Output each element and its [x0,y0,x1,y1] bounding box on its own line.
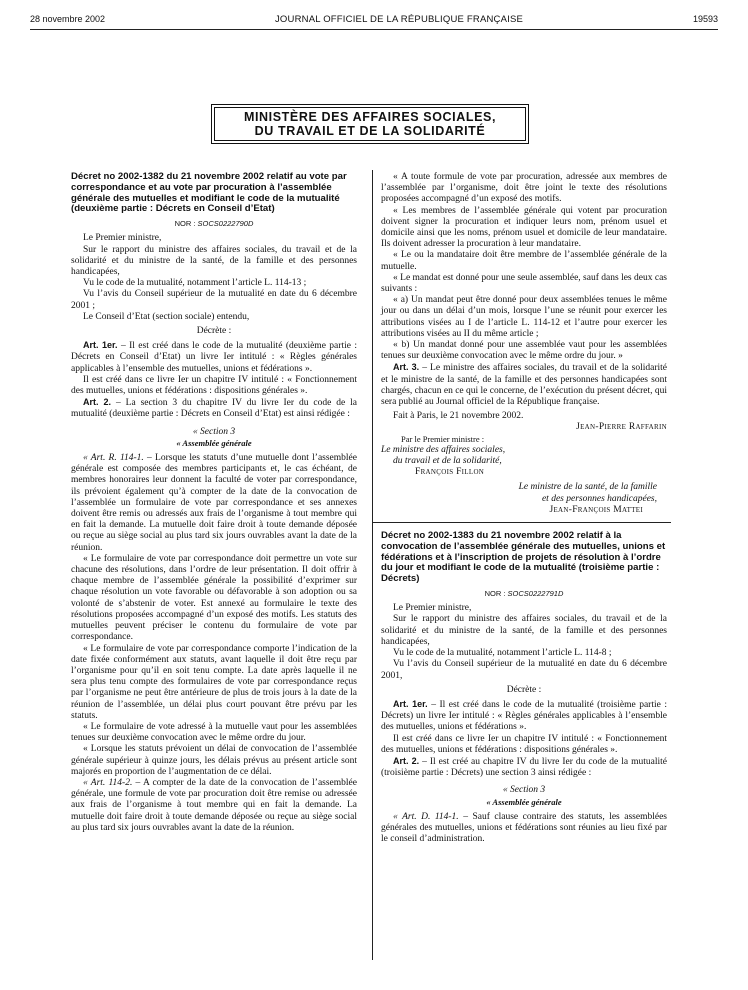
column-divider [372,170,373,960]
decree1-art1 [71,340,357,375]
decree2-art1-label: Art. 1er. [393,698,428,709]
decree2-art2-text: – Il est créé au chapitre IV du livre Ier du code de la mutualité (troisième partie : Décrets) une section 3 ainsi rédigée : [381,756,668,779]
decree1-formulaire-vote: « Le formulaire de vote par correspondance doit permettre un vote sur chacune des résolutions, dans l’ordre de leur présentation. Il doit offrir à chaque membre de l’assemblée générale la possibilité d’exprimer sur chaque résolution un vote favorable ou défavorable à son adoption ou sa volonté de s’abstenir de voter. Est annexé au formulaire le texte des résolutions proposées accompagné d’un exposé des motifs. Les statuts des mutuelles peuvent préciser le contenu du formulaire de vote par correspondance. [71,553,357,643]
decree1-nor-label: NOR : [174,219,198,229]
decree2-subsection-heading: « Assemblée générale [486,796,562,807]
decree1-art3 [381,362,667,408]
decree1-decrete: Décrète : [196,326,232,337]
decree2-vu-avis: Vu l’avis du Conseil supérieur de la mutualité en date du 6 décembre 2001, [381,659,667,681]
decree2-art2 [381,756,667,779]
header-rule [30,29,718,30]
decree1-art-r114-1-text: – Lorsque les statuts d’une mutuelle dont l’assemblée générale est composée des membres participants et, le cas échéant, de membres honoraires leur donnent la faculté de voter par correspondance, ils prévoient également qu’à compter de la date de la convocation de l’assemblée un formulaire de vote par correspondance et ses annexes doivent être remis ou adressés aux frais de l’organisme à tout membre qui en fait la demande. La mutuelle doit faire droit à toute demande déposée ou reçue au siège social au plus tard six jours ouvrables avant la date de la réunion. [71,453,357,553]
decree2-art1 [381,699,667,734]
decree1-minister2-line2: et des personnes handicapées, [541,493,657,504]
decree2-vu-code: Vu le code de la mutualité, notamment l’article L. 114-8 ; [393,648,612,659]
decree1-vu-code: Vu le code de la mutualité, notamment l’article L. 114-13 ; [83,278,307,289]
decree1-art3-text: – Le ministre des affaires sociales, du travail et de la solidarité et le ministre de la santé, de la famille et des personnes handicapées sont chargés, chacun en ce qui le concerne, de l’exécution du présent décret, qui sera publié au Journal officiel de la République française. [381,363,668,408]
decree1-procuration-signature: « Les membres de l’assemblée générale qui votent par procuration doivent signer la procuration et indiquer leurs nom, prénom usuel et domicile ainsi que les noms, prénom usuel et domicile de leur mandataire. Ils doivent adresser la procuration à leur mandataire. [381,205,667,250]
decree2-rapport: Sur le rapport du ministre des affaires sociales, du travail et de la solidarité et du ministre de la santé, de la famille et des personnes handicapées, [381,614,667,647]
ministry-box-inner [214,107,526,141]
decree1-par-pm: Par le Premier ministre : [401,433,485,444]
ministry-box [211,104,529,144]
journal-title: JOURNAL OFFICIEL DE LA RÉPUBLIQUE FRANÇAISE [274,13,524,25]
issue-date: 28 novembre 2002 [30,14,106,24]
decree2-premier-ministre: Le Premier ministre, [393,603,472,614]
decree1-signer-pm: Jean-Pierre Raffarin [576,422,667,433]
left-column [71,172,357,834]
decree1-art-r114-1 [71,453,357,554]
decree2-nor-label: NOR : [484,589,508,599]
decree1-mandat-b: « b) Un mandat donné pour une assemblée vaut pour les assemblées tenues sur deuxième convocation avec le même ordre du jour. » [381,340,667,362]
decree1-minister1-line2: du travail et de la solidarité, [393,456,502,467]
decree1-art1-label: Art. 1er. [83,340,118,351]
decree1-section-heading: « Section 3 [192,426,236,437]
decree1-mandat: « Le mandat est donné pour une seule assemblée, sauf dans les deux cas suivants : [381,272,667,295]
decree1-art1-text: – Il est créé dans le code de la mutualité (deuxième partie : Décrets en Conseil d’Etat) un livre Ier intitulé : « Règles générales applicables à l’ensemble des mutuelles, unions et fédérations ». [71,341,357,374]
decree1-art1-p2: Il est créé dans ce livre Ier un chapitre IV intitulé : « Fonctionnement des mutuelles, unions et fédérations : dispositions générales ». [71,374,357,397]
ministry-line-1: MINISTÈRE DES AFFAIRES SOCIALES, [243,110,497,124]
page-number: 19593 [692,14,718,24]
decree2-art-d114-1 [381,812,667,846]
decree1-minister2-line1: Le ministre de la santé, de la famille [518,482,657,493]
right-column [381,172,667,845]
decree1-art3-label: Art. 3. [393,362,420,373]
decree1-fait: Fait à Paris, le 21 novembre 2002. [393,411,524,422]
decree1-formulaire-assemblees: « Le formulaire de vote adressé à la mutuelle vaut pour les assemblées tenues sur deuxième convocation avec le même ordre du jour. [71,721,357,744]
decree1-mandataire: « Le ou la mandataire doit être membre de l’assemblée générale de la mutuelle. [381,250,667,272]
decree1-procuration-texte: « A toute formule de vote par procuration, adressée aux membres de l’assemblée par l’organisme, doit être joint le texte des résolutions proposées accompagné d’un exposé des motifs. [381,172,667,205]
decree1-mandat-a: « a) Un mandat peut être donné pour deux assemblées tenues le même jour ou dans un délai d’un mois, lorsque l’une se réunit pour exercer les attributions visées au I de l’article L. 114-12 et l’autre pour exercer les attributions visées au II du même article ; [381,295,667,339]
decree1-subsection-heading: « Assemblée générale [176,437,252,448]
decree2-nor [381,588,667,599]
decree1-art2-text: – La section 3 du chapitre IV du livre Ier du code de la mutualité (deuxième partie : Décrets en Conseil d’Etat) est ainsi rédigée : [71,398,357,420]
decree1-nor-code: SOCS0222790D [197,219,254,229]
decree2-art1-p2: Il est créé dans ce livre Ier un chapitre IV intitulé : « Fonctionnement des mutuelles, unions et fédérations : dispositions générales ». [381,733,667,755]
ministry-line-2: DU TRAVAIL ET DE LA SOLIDARITÉ [254,124,486,138]
decree2-art2-label: Art. 2. [393,755,420,766]
decree1-vu-avis: Vu l’avis du Conseil supérieur de la mutualité en date du 6 décembre 2001 ; [71,289,357,311]
decree2-section-heading: « Section 3 [502,785,546,796]
decree1-signer-mattei: Jean-François Mattei [549,504,643,515]
decree1-nor [71,218,357,229]
decree1-art-r114-1-label: « Art. R. 114-1. [83,453,144,464]
decree1-art-114-2 [71,778,357,834]
decree1-art2-label: Art. 2. [83,397,112,408]
decree2-art-d114-1-text: – Sauf clause contraire des statuts, les assemblées générales des mutuelles, unions et fédérations sont réunies au lieu fixé par le conseil d’administration. [381,811,667,845]
decree1-signer-fillon: François Fillon [415,467,485,478]
decree1-premier-ministre: Le Premier ministre, [83,233,162,244]
decree2-title: Décret no 2002-1383 du 21 novembre 2002 relatif à la convocation de l’assemblée générale des mutuelles, unions et fédérations et à l’inscription de projets de résolution à l’ordre du jour et modifiant le code de la mutualité (troisième partie : Décrets) [381,530,666,585]
decree1-minister1-line1: Le ministre des affaires sociales, [381,444,506,455]
decree2-art-d114-1-label: « Art. D. 114-1. [393,811,459,822]
decree1-delais: « Lorsque les statuts prévoient un délai de convocation de l’assemblée générale supérieur à quinze jours, les délais prévus au présent article sont majorés en proportion de l’augmentation de ce délai. [71,744,357,777]
page-header [30,12,718,26]
decree1-title: Décret no 2002-1382 du 21 novembre 2002 relatif au vote par correspondance et au vote par procuration à l’assemblée générale des mutuelles et modifiant le code de la mutualité (deuxième partie : Décrets en Conseil d’Etat) [71,171,347,215]
decree-separator [373,522,671,523]
decree2-art1-text: – Il est créé dans le code de la mutualité (troisième partie : Décrets) un livre Ier intitulé : « Règles générales applicables à l’ensemble des mutuelles, unions et fédérations ». [381,699,667,733]
decree1-art-114-2-label: « Art. 114-2. [83,777,133,788]
decree1-rapport: Sur le rapport du ministre des affaires sociales, du travail et de la solidarité et du ministre de la santé, de la famille et des personnes handicapées, [71,244,357,277]
decree1-formulaire-date: « Le formulaire de vote par correspondance comporte l’indication de la date fixée conformément aux statuts, avant laquelle il doit être reçu par l’organisme pour qu’il en soit tenu compte. La date après laquelle il ne sera plus tenu compte des formulaires de vote par correspondance reçus par l’organisme ne peut être antérieure de plus de trois jours à la date de la réunion de l’assemblée, un délai plus court pouvant être prévu par les statuts. [71,643,357,721]
decree1-art-114-2-text: – A compter de la date de la convocation de l’assemblée générale, une formule de vote par procuration doit être remise ou adressée aux frais de l’organisme à tout membre qui en fait la demande. La mutuelle doit faire droit à toute demande déposée ou reçue au siège social au plus tard six jours ouvrables avant la date de la réunion. [71,777,357,833]
decree2-nor-code: SOCS0222791D [507,589,564,599]
decree1-art2 [71,397,357,420]
decree2-decrete: Décrète : [506,684,542,695]
decree1-conseil-etat: Le Conseil d’Etat (section sociale) entendu, [83,311,250,322]
